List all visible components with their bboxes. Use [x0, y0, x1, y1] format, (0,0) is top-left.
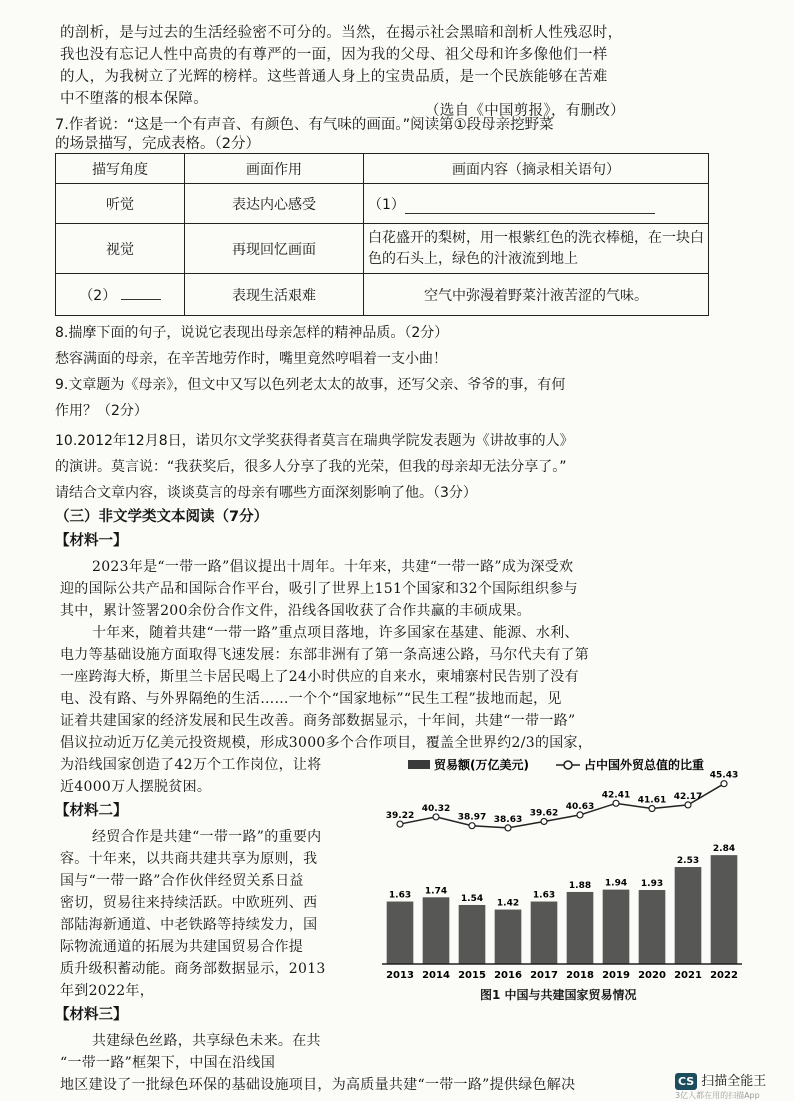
- share-point: [577, 812, 583, 818]
- material-3-title: 【材料三】: [55, 1007, 128, 1023]
- share-value-label: 40.63: [565, 801, 595, 812]
- intro-line-2: 我也没有忘记人性中高贵的有尊严的一面，因为我的父母、祖父母和许多像他们一样: [60, 47, 608, 63]
- bar: [567, 892, 594, 964]
- legend-swatch-bar: [408, 760, 430, 769]
- bar-value-label: 2.84: [712, 844, 736, 855]
- share-point: [649, 806, 655, 812]
- x-tick-label: 2018: [566, 970, 594, 981]
- table-cell: 表达内心感受: [185, 184, 364, 224]
- share-value-label: 38.97: [457, 812, 487, 823]
- share-value-label: 38.63: [493, 814, 523, 825]
- chart-caption: 图1 中国与共建国家贸易情况: [480, 988, 637, 1002]
- table-cell-blank[interactable]: [56, 274, 185, 316]
- m3-line: “一带一路”框架下，中国在沿线国: [60, 1055, 276, 1071]
- bar-value-label: 1.63: [388, 890, 412, 901]
- material-1-title: 【材料一】: [55, 533, 128, 549]
- q10-line-2: 的演讲。莫言说：“我获奖后，很多人分享了我的光荣，但我的母亲却无法分享了。”: [55, 459, 567, 475]
- share-point: [469, 823, 475, 829]
- m1-line: 为沿线国家创造了42万个工作岗位，让将: [60, 757, 322, 773]
- m2-line: 容。十年来，以共商共建共享为原则，我: [60, 851, 318, 867]
- share-point: [613, 800, 619, 806]
- cs-badge-icon: CS: [675, 1073, 697, 1090]
- share-value-label: 39.62: [529, 808, 559, 819]
- material-2-title: 【材料二】: [55, 803, 128, 819]
- share-point: [397, 821, 403, 827]
- q9-line-2: 作用？（2分）: [55, 403, 148, 419]
- share-point: [505, 825, 511, 831]
- answer-table: [55, 153, 709, 316]
- m2-line: 密切，贸易往来持续活跃。中欧班列、西: [60, 895, 318, 911]
- share-point: [721, 781, 727, 787]
- bar-value-label: 1.42: [496, 898, 520, 909]
- bar: [495, 910, 522, 964]
- share-point: [541, 818, 547, 824]
- m1-line: 倡议拉动近万亿美元投资规模，形成3000多个合作项目，覆盖全世界约2/3的国家，: [60, 735, 593, 751]
- bar-value-label: 1.63: [532, 890, 556, 901]
- trade-chart-svg: [370, 752, 750, 1012]
- m1-line: 近4000万人摆脱贫困。: [60, 779, 212, 795]
- q10-line-1: 10.2012年12月8日，诺贝尔文学奖获得者莫言在瑞典学院发表题为《讲故事的人》: [55, 433, 574, 449]
- m2-line: 经贸合作是共建“一带一路”的重要内: [92, 829, 322, 845]
- intro-line-3: 的人，为我树立了光辉的榜样。这些普通人身上的宝贵品质，是一个民族能够在苦难: [60, 69, 608, 85]
- m3-line: 地区建设了一批绿色环保的基础设施项目，为高质量共建“一带一路”提供绿色解决: [60, 1077, 576, 1093]
- bar: [423, 897, 450, 964]
- answer-blank-line: [405, 199, 655, 214]
- m1-line: 一座跨海大桥，斯里兰卡居民喝上了24小时供应的自来水，柬埔寨村民告别了没有: [60, 669, 579, 685]
- share-value-label: 42.17: [673, 791, 703, 802]
- table-header: 描写角度: [56, 154, 185, 184]
- bar: [603, 890, 630, 964]
- share-value-label: 41.61: [637, 795, 667, 806]
- blank-label: （1）: [368, 196, 405, 213]
- table-row: [56, 184, 709, 224]
- x-tick-label: 2022: [710, 970, 738, 981]
- scanner-logo: [675, 1070, 766, 1090]
- x-tick-label: 2019: [602, 970, 630, 981]
- bar-value-label: 1.94: [604, 878, 628, 889]
- share-value-label: 42.41: [601, 790, 631, 801]
- bar-value-label: 1.54: [460, 893, 484, 904]
- intro-line-1: 的剖析，是与过去的生活经验密不可分的。当然，在揭示社会黑暗和剖析人性残忍时，: [60, 25, 623, 41]
- table-cell: 再现回忆画面: [185, 224, 364, 274]
- m2-line: 部陆海新通道、中老铁路等持续发力，国: [60, 917, 318, 933]
- x-tick-label: 2013: [386, 970, 414, 981]
- table-cell: 空气中弥漫着野菜汁液苦涩的气味。: [364, 274, 709, 316]
- bar-value-label: 1.88: [568, 880, 592, 891]
- blank-label: （2）: [79, 287, 117, 304]
- x-tick-label: 2014: [422, 970, 450, 981]
- scanner-tagline: 3亿人都在用的扫描App: [675, 1091, 760, 1100]
- share-value-label: 39.22: [385, 811, 415, 822]
- q10-line-3: 请结合文章内容，谈谈莫言的母亲有哪些方面深刻影响了他。（3分）: [55, 485, 477, 501]
- m2-line: 国与“一带一路”合作伙伴经贸关系日益: [60, 873, 304, 889]
- table-cell-blank[interactable]: [364, 184, 709, 224]
- bar-value-label: 1.93: [640, 879, 664, 890]
- table-header: 画面内容（摘录相关语句）: [364, 154, 709, 184]
- intro-line-4: 中不堕落的根本保障。: [60, 91, 208, 107]
- m1-line: 电力等基础设施方面取得飞速发展：东部非洲有了第一条高速公路，马尔代夫有了第: [60, 647, 590, 663]
- x-tick-label: 2015: [458, 970, 486, 981]
- section-heading: （三）非文学类文本阅读（7分）: [55, 509, 269, 525]
- m1-line: 其中，累计签署200余份合作文件，沿线各国收获了合作共赢的丰硕成果。: [60, 603, 531, 619]
- m1-line: 十年来，随着共建“一带一路”重点项目落地，许多国家在基建、能源、水利、: [92, 625, 579, 641]
- share-point: [433, 814, 439, 820]
- table-cell: 听觉: [56, 184, 185, 224]
- legend-label: 占中国外贸总值的比重: [584, 758, 705, 772]
- legend-marker: [564, 761, 572, 769]
- bar: [387, 902, 414, 964]
- legend-label: 贸易额(万亿美元): [434, 758, 529, 772]
- table-cell: 表现生活艰难: [185, 274, 364, 316]
- share-value-label: 45.43: [709, 770, 739, 781]
- m2-line: 质升级积蓄动能。商务部数据显示，2013: [60, 961, 326, 977]
- bar: [639, 890, 666, 964]
- q8-line-1: 8.揣摩下面的句子，说说它表现出母亲怎样的精神品质。（2分）: [55, 325, 449, 341]
- answer-blank-line: [121, 287, 161, 300]
- x-tick-label: 2021: [674, 970, 702, 981]
- x-tick-label: 2017: [530, 970, 558, 981]
- m3-line: 共建绿色丝路，共享绿色未来。在共: [92, 1033, 321, 1049]
- table-cell: 白花盛开的梨树，用一根紫红色的洗衣棒槌，在一块白色的石头上，绿色的汁液流到地上: [364, 224, 709, 274]
- bar: [531, 902, 558, 964]
- trade-chart: [370, 752, 750, 1012]
- bar: [675, 867, 702, 964]
- bar-value-label: 1.74: [424, 886, 448, 897]
- x-tick-label: 2016: [494, 970, 522, 981]
- x-tick-label: 2020: [638, 970, 666, 981]
- q9-line-1: 9.文章题为《母亲》，但文中又写以色列老太太的故事，还写父亲、爷爷的事，有何: [55, 377, 566, 393]
- table-cell: 视觉: [56, 224, 185, 274]
- m2-line: 际物流通道的拓展为共建国贸易合作提: [60, 939, 304, 955]
- source-note: （选自《中国剪报》，有删改）: [425, 103, 625, 119]
- m2-line: 年到2022年，: [60, 983, 155, 999]
- scanner-logo-text: 扫描全能王: [701, 1074, 767, 1089]
- table-header: 画面作用: [185, 154, 364, 184]
- table-header-row: [56, 154, 709, 184]
- table-row: [56, 224, 709, 274]
- share-value-label: 40.32: [421, 803, 451, 814]
- q8-line-2: 愁容满面的母亲，在辛苦地劳作时，嘴里竟然哼唱着一支小曲！: [55, 351, 447, 367]
- m1-line: 证着共建国家的经济发展和民生改善。商务部数据显示，十年间，共建“一带一路”: [60, 713, 576, 729]
- bar: [711, 855, 738, 964]
- m1-line: 迎的国际公共产品和国际合作平台，吸引了世界上151个国家和32个国际组织参与: [60, 581, 578, 597]
- m1-line: 电、没有路、与外界隔绝的生活……一个个“国家地标”“民生工程”拔地而起，见: [60, 691, 562, 707]
- q7-line-1: 7.作者说：“这是一个有声音、有颜色、有气味的画面。”阅读第①段母亲挖野菜: [55, 117, 554, 133]
- share-point: [685, 802, 691, 808]
- table-row: [56, 274, 709, 316]
- bar: [459, 905, 486, 964]
- q7-line-2: 的场景描写，完成表格。（2分）: [55, 136, 260, 152]
- bar-value-label: 2.53: [676, 856, 700, 867]
- m1-line: 2023年是“一带一路”倡议提出十周年。十年来，共建“一带一路”成为深受欢: [92, 559, 574, 575]
